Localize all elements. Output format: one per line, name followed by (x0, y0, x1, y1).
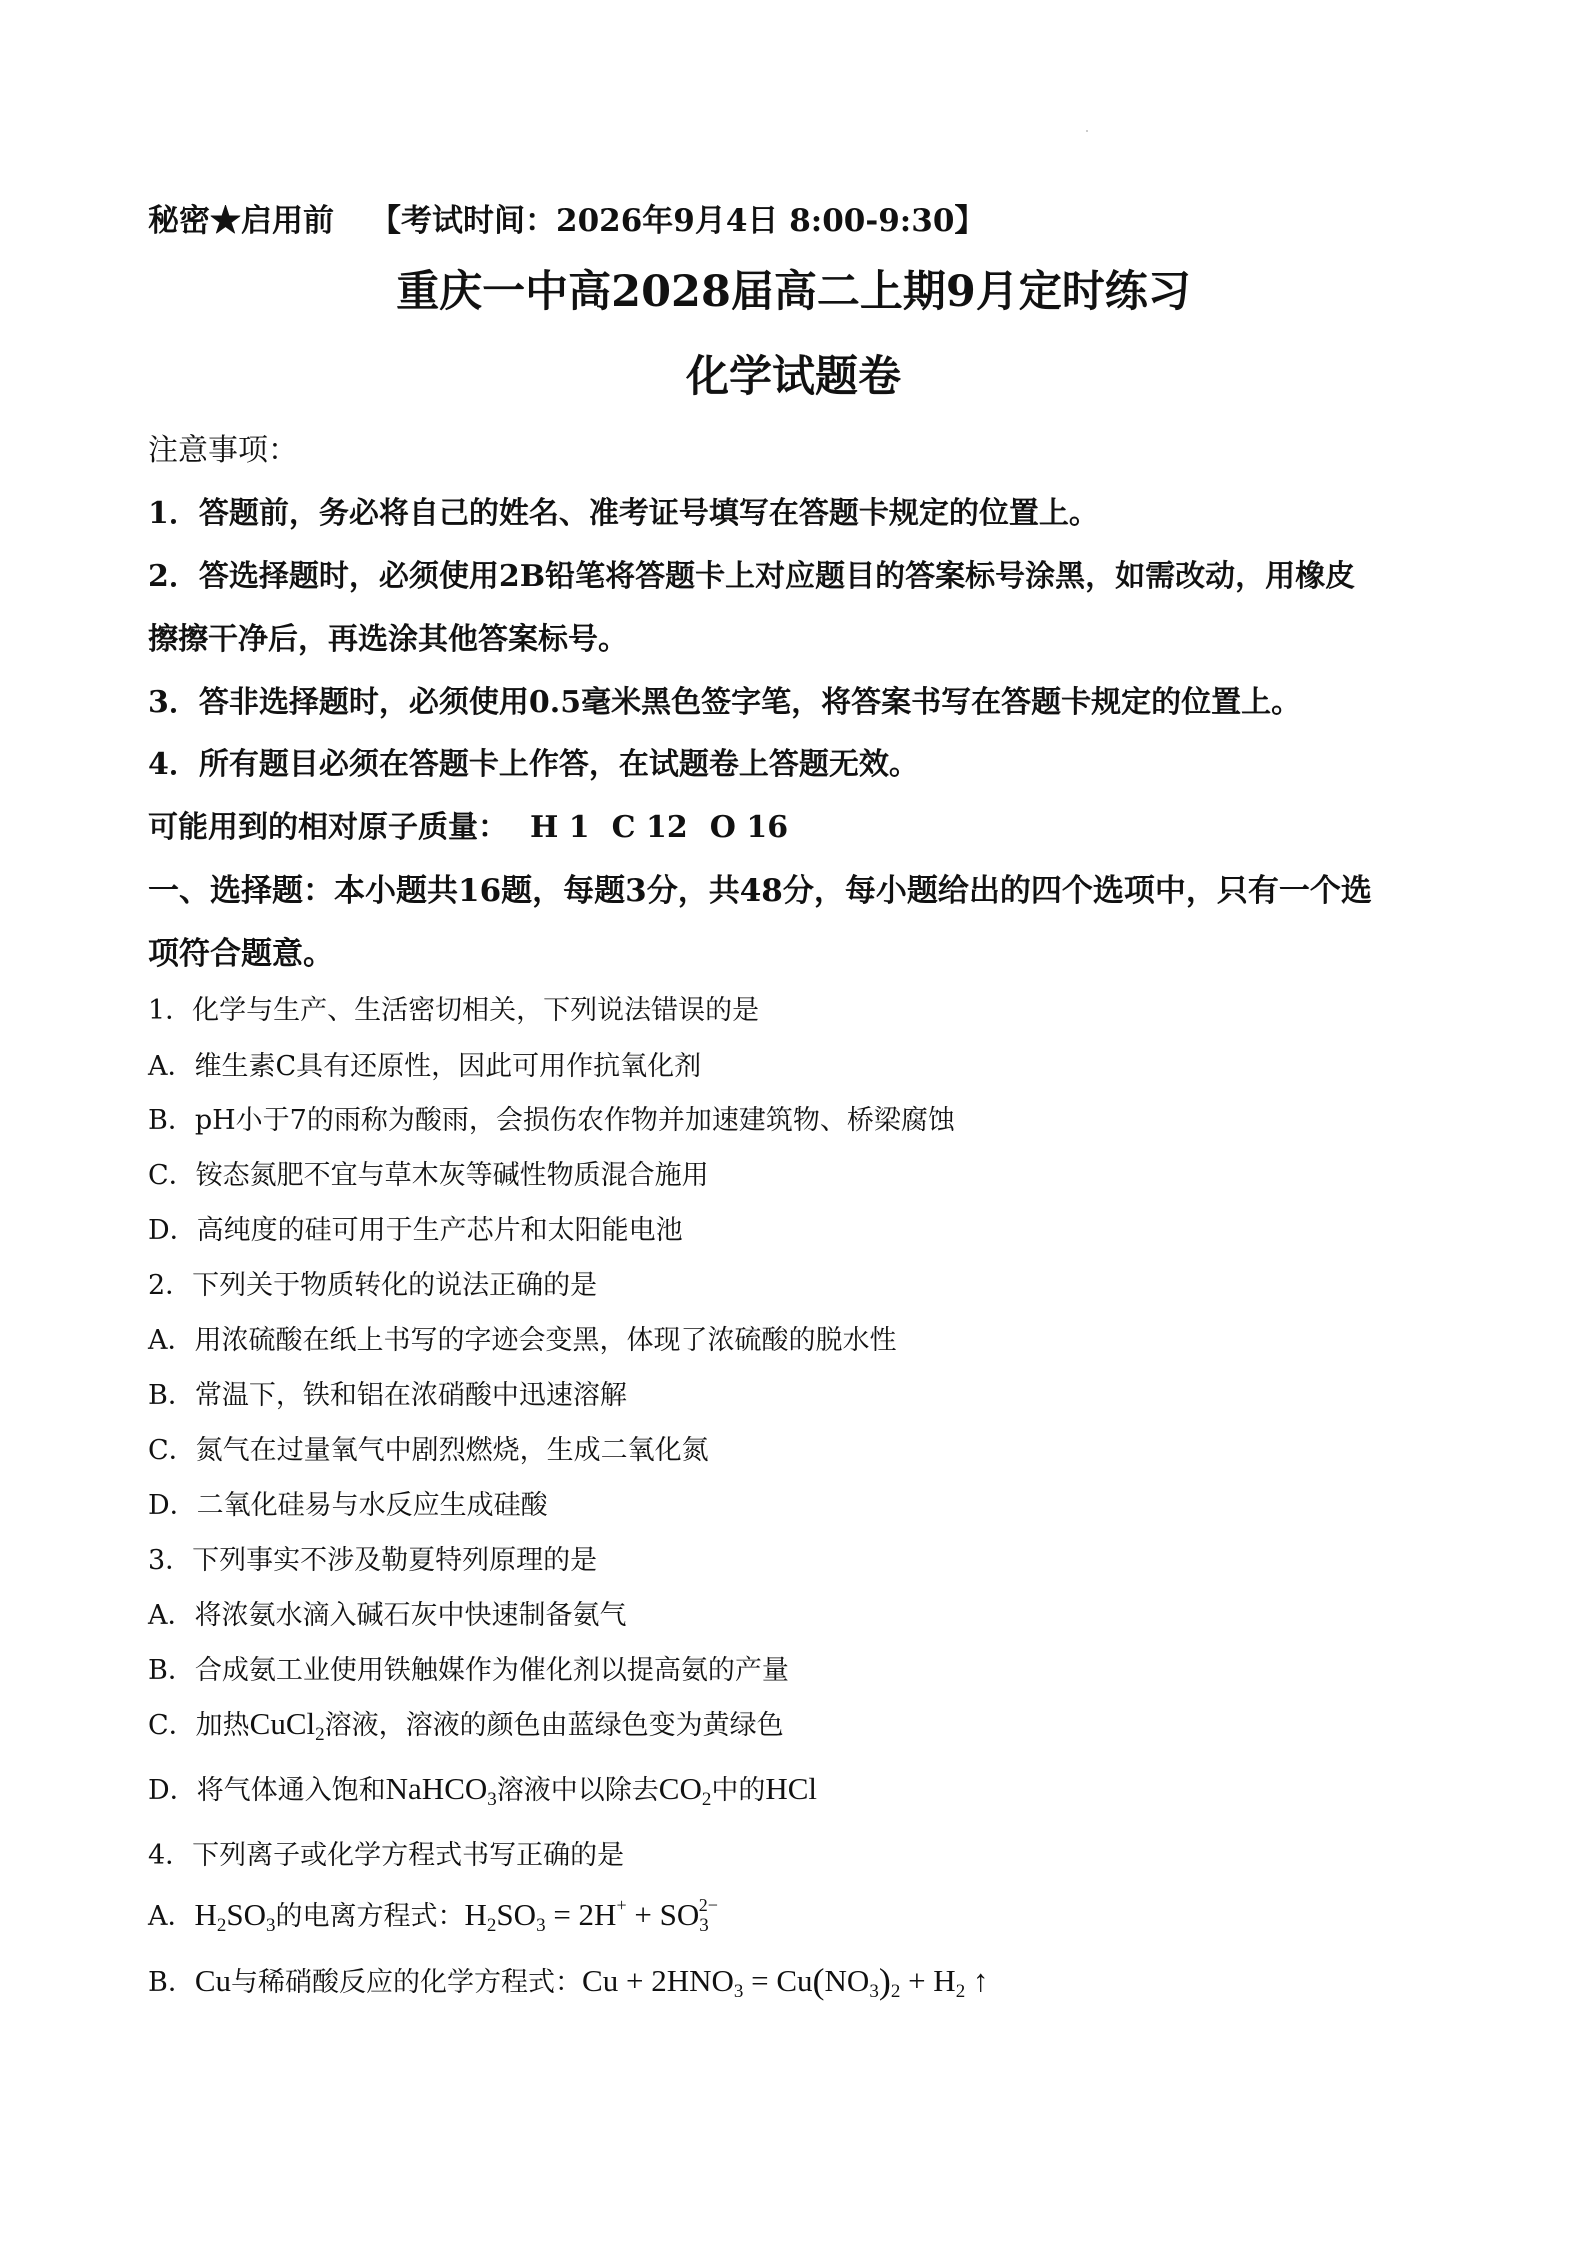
formula-co2 (658, 1771, 712, 1810)
formula-nahco3 (385, 1771, 497, 1810)
formula-subscript: 3 (487, 1789, 497, 1810)
notice-heading: 注意事项： (148, 433, 298, 468)
formula-paren: ( (812, 1961, 825, 2001)
formula-subscript: 3 (266, 1915, 276, 1936)
scan-dot (1086, 130, 1088, 132)
formula-subscript: 3 (699, 1915, 709, 1936)
formula-text: NO (824, 1963, 870, 1998)
question-1-stem: 1．化学与生产、生活密切相关，下列说法错误的是 (148, 995, 760, 1026)
formula-text: = 2H (545, 1897, 617, 1932)
question-2-option-b: B．常温下，铁和铝在浓硝酸中迅速溶解 (148, 1380, 627, 1411)
formula-subscript: 2 (216, 1915, 227, 1936)
formula-subscript: 3 (536, 1915, 546, 1936)
formula-subscript: 3 (733, 1981, 744, 2002)
notice-item-2-line-1: 2．答选择题时，必须使用2B铅笔将答题卡上对应题目的答案标号涂黑，如需改动，用橡皮 (148, 559, 1356, 594)
atomic-mass-o: O 16 (709, 810, 789, 845)
formula-text: + H (900, 1963, 956, 1998)
notice-item-3: 3．答非选择题时，必须使用0.5毫米黑色签字笔，将答案书写在答题卡规定的位置上。 (148, 685, 1302, 720)
question-2-option-c: C．氮气在过量氧气中剧烈燃烧，生成二氧化氮 (148, 1435, 709, 1466)
option-d-mid2: 中的 (711, 1775, 766, 1806)
confidential-label: 秘密★启用前 (148, 203, 334, 239)
notice-item-2-line-2: 擦擦干净后，再选涂其他答案标号。 (148, 622, 628, 657)
question-3-option-d (148, 1768, 817, 1811)
exam-title: 重庆一中高2028届高二上期9月定时练习 (396, 267, 1191, 317)
formula-text: SO (226, 1897, 267, 1932)
formula-cu: Cu (194, 1963, 232, 1998)
option-c-prefix: C．加热 (148, 1710, 250, 1741)
formula-text: + SO (626, 1897, 700, 1932)
formula-text: CuCl (249, 1706, 316, 1741)
exam-subject-title: 化学试题卷 (686, 352, 901, 402)
formula-text: = Cu (743, 1963, 813, 1998)
question-3-option-c (148, 1703, 784, 1746)
section-heading-line-1: 一、选择题：本小题共16题，每题3分，共48分，每小题给出的四个选项中，只有一个选 (148, 873, 1372, 909)
formula-subscript: 2 (890, 1981, 901, 2002)
question-3-option-a: A．将浓氨水滴入碱石灰中快速制备氨气 (148, 1600, 627, 1631)
formula-subscript: 2 (315, 1724, 325, 1745)
atomic-mass-h: H 1 (530, 810, 590, 845)
atomic-mass-line (148, 802, 788, 846)
notice-item-4: 4．所有题目必须在答题卡上作答，在试题卷上答题无效。 (148, 747, 919, 782)
question-2-option-d: D．二氧化硅易与水反应生成硅酸 (148, 1490, 548, 1521)
option-d-prefix: D．将气体通入饱和 (148, 1775, 386, 1806)
question-1-option-b: B．pH小于7的雨称为酸雨，会损伤农作物并加速建筑物、桥梁腐蚀 (148, 1105, 955, 1136)
option-d-mid: 溶液中以除去 (496, 1775, 659, 1806)
option-b-text: 与稀硝酸反应的化学方程式： (231, 1967, 583, 1998)
formula-hcl: HCl (765, 1771, 818, 1806)
formula-text: SO (496, 1897, 537, 1932)
option-a-text: 的电离方程式： (275, 1901, 465, 1932)
question-1-option-a: A．维生素C具有还原性，因此可用作抗氧化剂 (148, 1051, 702, 1082)
question-3-option-b: B．合成氨工业使用铁触媒作为催化剂以提高氨的产量 (148, 1655, 789, 1686)
ionization-equation (464, 1895, 718, 1936)
question-4-option-b (148, 1960, 988, 2003)
formula-subscript: 2 (955, 1981, 966, 2002)
formula-cucl2 (249, 1706, 325, 1745)
gas-arrow-icon: ↑ (965, 1963, 989, 1998)
formula-superscript: 2− (698, 1895, 718, 1915)
question-4-stem: 4．下列离子或化学方程式书写正确的是 (148, 1840, 625, 1871)
formula-text: NaHCO (385, 1771, 488, 1806)
question-2-option-a: A．用浓硫酸在纸上书写的字迹会变黑，体现了浓硫酸的脱水性 (148, 1325, 897, 1356)
atomic-mass-label: 可能用到的相对原子质量： (148, 810, 508, 845)
question-3-stem: 3．下列事实不涉及勒夏特列原理的是 (148, 1545, 598, 1576)
question-1-option-c: C．铵态氮肥不宜与草木灰等碱性物质混合施用 (148, 1160, 709, 1191)
formula-text: CO (658, 1771, 702, 1806)
header-line (148, 195, 985, 240)
formula-text: H (194, 1897, 217, 1932)
formula-h2so3 (194, 1897, 276, 1936)
question-2-stem: 2．下列关于物质转化的说法正确的是 (148, 1270, 598, 1301)
atomic-mass-c: C 12 (611, 810, 688, 845)
question-1-option-d: D．高纯度的硅可用于生产芯片和太阳能电池 (148, 1215, 683, 1246)
formula-text: H (464, 1897, 487, 1932)
formula-subscript: 2 (486, 1915, 497, 1936)
formula-superscript: + (616, 1895, 627, 1915)
question-4-option-a (148, 1894, 718, 1937)
exam-time: 【考试时间：2026年9月4日 8:00-9:30】 (370, 203, 986, 239)
formula-text: Cu + 2HNO (582, 1963, 734, 1998)
reaction-equation (582, 1961, 989, 2002)
option-c-suffix: 溶液，溶液的颜色由蓝绿色变为黄绿色 (324, 1710, 784, 1741)
notice-item-1: 1．答题前，务必将自己的姓名、准考证号填写在答题卡规定的位置上。 (148, 496, 1099, 531)
formula-subscript: 3 (869, 1981, 879, 2002)
option-b-prefix: B． (148, 1967, 195, 1998)
formula-paren: ) (878, 1961, 891, 2001)
section-heading-line-2: 项符合题意。 (148, 936, 334, 972)
formula-subscript: 2 (701, 1789, 712, 1810)
option-a-prefix: A． (148, 1901, 195, 1932)
